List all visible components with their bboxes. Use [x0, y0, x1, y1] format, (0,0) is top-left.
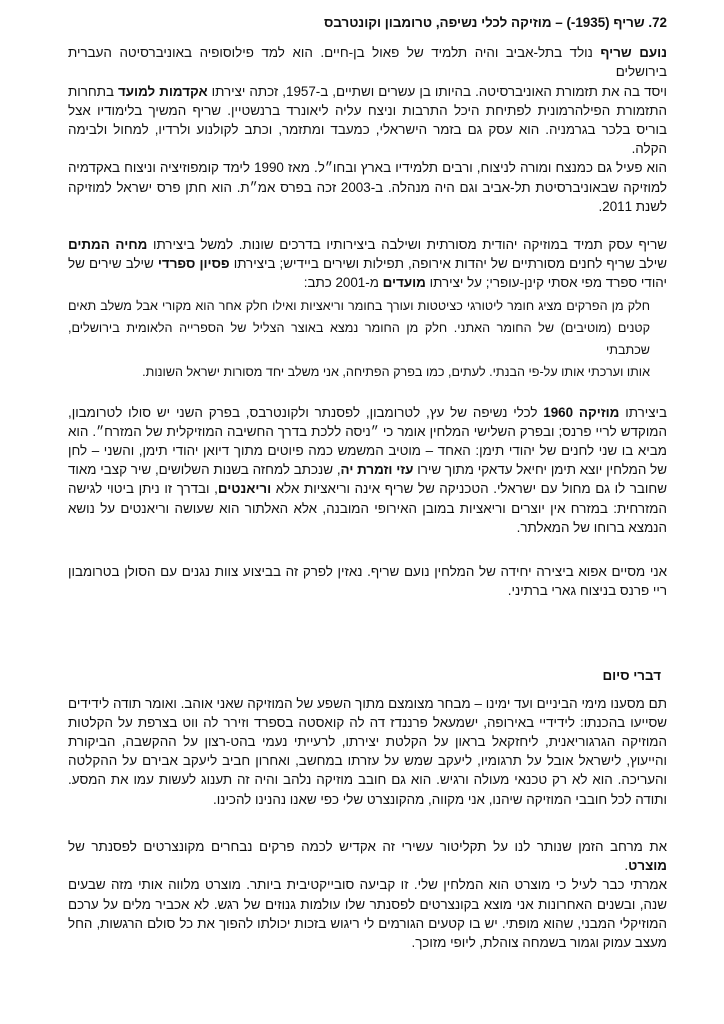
text-line — [68, 441, 667, 460]
text-segment: והייעוץ, לישראל אובל על תרגומיו, ליעקב שמש על עזרתו במחשב, ואחרון חביב ליעקב אבירם על ההקלטה — [68, 753, 667, 769]
section-title: 72. שריף (1935-) – מוזיקה לכלי נשיפה, טרומבון וקונטרבס — [323, 15, 667, 30]
text-line — [68, 422, 667, 441]
text-line — [68, 914, 667, 933]
text-line — [68, 562, 667, 581]
text-line — [68, 317, 650, 361]
text-segment: שריף עסק תמיד במוזיקה יהודית מסורתית ושילבה ביצירותיו בדרכים שונות. למשל ביצירתו — [147, 237, 667, 253]
text-segment: מביא בו שני לחנים של יהודי תימן: האחד – מוטיב המשמש כמה פיוטים מתוך דיואן יהודי תימן, והשני – לחן — [68, 443, 667, 459]
text-line — [68, 933, 667, 952]
text-line — [68, 460, 667, 479]
text-line — [68, 895, 667, 914]
text-segment: נולד בתל-אביב והיה תלמיד של פאול בן-חיים. הוא למד פילוסופיה באוניברסיטה העברית בירושלים — [68, 45, 667, 80]
bold-text: אקדמות למועד — [117, 83, 208, 99]
text-line — [68, 518, 667, 537]
text-segment: אותו וערכתי אותו על-פי הבנתי. לעתים, כמו בפרק הפתיחה, אני משלב יחד מסורות ישראל השונות. — [142, 364, 650, 379]
text-segment: , ובדרך זו ניתן ביטוי לגישה — [68, 481, 218, 497]
text-segment: המוזיקה הגרגוריאנית, ליחזקאל בראון על הקלטת יצירתו, לרעייתי נעמי בהט-רצון על ההקשבה, הביקורת — [68, 734, 667, 750]
text-line — [68, 101, 667, 120]
bold-text: מוזיקה 1960 — [543, 404, 620, 420]
text-segment: שחובר לו גם מחול עם ישראלי. הטכניקה של שריף אינה וריאציות אלא — [271, 481, 667, 497]
text-line — [68, 120, 667, 158]
text-line — [68, 43, 667, 81]
text-segment: ריי פרנס בניצוח גארי ברתיני. — [507, 583, 667, 599]
text-segment: המוקדש לריי פרנס; ובפרק השלישי המלחין אומר כי ״ניסה ללכת בדרך החשיבה המוזיקלית של המזרח״. הוא — [68, 423, 667, 439]
text-line — [68, 790, 667, 809]
text-segment: שנה, ובשנים האחרונות אני מוצא בקונצרטים לפסנתר שלו עולמות גנוזים של רגש. לא אכביר מלים על ערכם — [68, 896, 667, 912]
text-segment: התזמורת הפילהרמונית לפתיחת היכל התרבות וניצח עליה ליאונרד ברנשטיין. שריף המשיך בלימודיו אצל — [68, 102, 667, 118]
text-line — [68, 875, 667, 894]
text-line — [68, 713, 667, 732]
text-segment: ויסד בה את תזמורת האוניברסיטה. בהיותו בן עשרים ושתיים, ב-1957, זכתה יצירתו — [207, 83, 667, 99]
text-line — [68, 295, 650, 317]
text-segment: חלק מן הפרקים מציג חומר ליטורגי כציטטות ועורך בחומר וריאציות ואילו חלק אחר הוא מקורי אבל משלב תאים — [68, 298, 650, 313]
text-segment: למוזיקה שבאוניברסיטת תל-אביב וגם היה מנהלה. ב-2003 זכה בפרס אמ״ת. הוא חתן פרס ישראל למוזיקה — [68, 179, 667, 195]
paragraph-jewish-music — [68, 235, 667, 293]
text-segment: תם מסענו מימי הביניים ועד ימינו – מבחר מצומצם מתוך השפע של המוזיקה שאני אוהב. ואומר תודה לידידים — [68, 695, 667, 711]
text-segment: שסייעו בהכנתו: לידידיי באירופה, ישמעאל פרננדז דה לה קואסטה בספרד וזירר לה ווט בצרפת על הקלטות — [68, 714, 667, 730]
bold-text: וריאנטים — [217, 481, 272, 497]
text-line — [68, 273, 667, 292]
text-line — [68, 837, 667, 875]
text-segment: שילב שירים של — [68, 256, 158, 272]
text-line — [68, 403, 667, 422]
text-segment: אמרתי כבר לעיל כי מוצרט הוא המלחין שלי. זו קביעה סובייקטיבית ביותר. מוצרט מלווה אותי מזה שבעים — [68, 877, 667, 893]
paragraph-mozart — [68, 837, 667, 952]
text-segment: לכלי נשיפה של עץ, לטרומבון, לפסנתר ולקונטרבס, בפרק השני יש סולו לטרומבון, — [68, 404, 544, 420]
paragraph-music-1960 — [68, 403, 667, 537]
text-line — [68, 158, 667, 177]
text-line — [68, 235, 667, 254]
text-segment: המזרחית: במזרח אין יוצרים וריאציות במובן האירופי המובנה, אלא האלתור הוא שעושה וריאנטים על נושא — [68, 500, 667, 516]
text-segment: בתחרות — [68, 83, 118, 99]
bold-text: פסיון ספרדי — [157, 256, 230, 272]
text-segment: . — [624, 858, 629, 874]
text-segment: המוזיקלי המבני, שהוא מופתי. יש בו קטעים הגורמים לי ריגוש בזכות יכולתו להפוך את כל סולם הרגשות, החל — [68, 915, 667, 931]
text-segment: את מרחב הזמן שנותר לנו על תקליטור עשירי זה אקדיש לכמה פרקים נבחרים מקונצרטים לפסנתר של — [68, 838, 667, 854]
bold-text: מועדים — [382, 275, 426, 291]
text-segment: ביצירתו — [619, 404, 667, 420]
text-segment: הנמצא ברוחו של המאלתר. — [516, 519, 667, 535]
text-line — [68, 694, 667, 713]
text-segment: מעצב עמוק וגמור בשמחה צוהלת, ליופי מזוכך. — [411, 934, 667, 950]
text-segment: אני מסיים אפוא ביצירה יחידה של המלחין נועם שריף. נאזין לפרק זה בביצוע צוות נגנים עם הסולן בטרומבון — [68, 564, 667, 580]
bold-text: מוצרט — [628, 858, 667, 874]
text-line — [68, 479, 667, 498]
text-segment: שילב שריף לחנים מסורתיים של יהדות אירופה, תפילות ושירים ביידיש; ביצירתו — [229, 256, 667, 272]
text-segment: ותודה לכל חובבי המוזיקה שיהנו, אני מקווה, מהקונצרט שלי כפי שאנו נהנינו להכינו. — [213, 791, 667, 807]
text-line — [68, 254, 667, 273]
text-segment: מ-2001 כתב: — [303, 275, 383, 291]
block-quote — [68, 295, 650, 383]
text-segment: בוריס בלכר בגרמניה. הוא עסק גם בזמר הישראלי, כמעבד ומתזמר, וכתב לקולנוע ולרדיו, למחול ולבימה הקלה. — [68, 122, 667, 157]
text-segment: יהודי ספרד מפי אסתי קינן-עופרי; על יצירתו — [425, 275, 667, 291]
text-segment: והעריכה. הוא לא רק טכנאי מעולה ורגיש. הוא גם חובב מוזיקה נלהב והיה זה תענוג לעשות עמו את המסע. — [68, 772, 667, 788]
text-segment: קטנים (מוטיבים) של החומר האתני. חלק מן החומר נמצא באוצר הצליל של הספרייה הלאומית בירושלים, שכתבתי — [68, 320, 650, 357]
text-segment: הוא פעיל גם כמנצח ומורה לניצוח, ורבים תלמידיו בארץ ובחו״ל. מאז 1990 לימד קומפוזיציה וניצוח באקדמיה — [68, 160, 667, 176]
text-line — [68, 751, 667, 770]
text-line — [68, 581, 667, 600]
text-segment: , שנכתב למחזה בשנות השלושים, שיר קצבי מאוד — [68, 462, 341, 478]
bold-text: מחיה המתים — [68, 237, 148, 253]
text-segment: של המלחין יוצא תימן יחיאל עדאקי מתוך שירו — [413, 462, 667, 478]
paragraph-thanks — [68, 694, 667, 809]
closing-heading: דברי סיום — [602, 668, 661, 684]
text-line — [68, 197, 667, 216]
paragraph-biography — [68, 43, 667, 216]
text-line — [68, 732, 667, 751]
text-line — [68, 178, 667, 197]
paragraph-performance — [68, 562, 667, 600]
text-line — [68, 770, 667, 789]
bold-text: נועם שריף — [600, 45, 667, 61]
text-line — [68, 499, 667, 518]
text-line — [68, 82, 667, 101]
bold-text: עזי וזמרת יה — [340, 462, 414, 478]
text-line — [68, 361, 650, 383]
text-segment: לשנת 2011. — [598, 198, 667, 214]
